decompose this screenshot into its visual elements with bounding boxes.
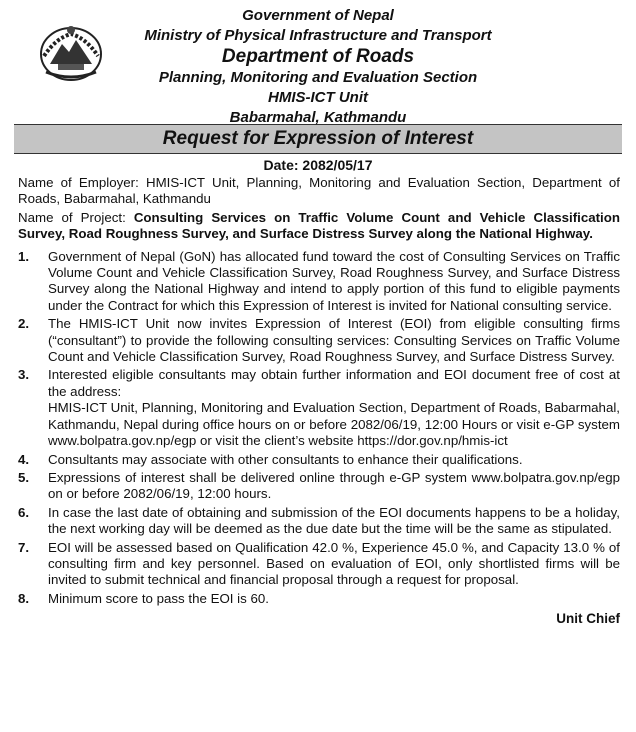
item-number: 1. [18,248,30,264]
unit-name: HMIS-ICT Unit [268,89,368,106]
employer-value: HMIS-ICT Unit, Planning, Monitoring and Evaluation Section, Department of Roads, Babarmahal, Kathmandu [18,175,620,207]
letterhead [0,0,636,124]
employer-line [18,175,620,208]
notice-body [0,175,636,607]
item-number: 5. [18,469,30,485]
item-number: 8. [18,590,30,606]
notice-date: Date: 2082/05/17 [263,157,373,173]
project-line [18,210,620,243]
section-name: Planning, Monitoring and Evaluation Section [158,69,478,86]
item-text: Interested eligible consultants may obtain further information and EOI document free of cost at the address: [48,367,620,399]
item-address: HMIS-ICT Unit, Planning, Monitoring and Evaluation Section, Department of Roads, Babarmahal, Kathmandu, Nepal during office hours on or before 2082/06/19, 12:00 Hours or visit e-GP system www.bolpatra.gov.np/egp or visit the client’s website https://dor.gov.np/hmis-ict [48,400,620,449]
project-value: Consulting Services on Traffic Volume Count and Vehicle Classification Survey, Road Roughness Survey, and Surface Distress Survey along the National Highway. [18,209,620,242]
office-location: Babarmahal, Kathmandu [229,109,407,126]
list-item [18,452,620,468]
list-item [18,505,620,538]
terms-list [18,249,620,608]
item-number: 3. [18,367,30,383]
item-text: Expressions of interest shall be delivered online through e-GP system www.bolpatra.gov.np/egp on or before 2082/06/19, 12:00 hours. [48,469,620,502]
list-item [18,470,620,503]
list-item [18,249,620,315]
item-text: Consultants may associate with other consultants to enhance their qualifications. [48,451,523,467]
item-text: The HMIS-ICT Unit now invites Expression of Interest (EOI) from eligible consulting firms (“consultant”) to provide the following consulting services: Consulting Services on Traffic Volume Count and Vehicle Classification Survey, Road Roughness Survey, and Surface Distress Survey. [48,316,620,365]
item-number: 6. [18,504,30,520]
department-name: Department of Roads [221,46,415,67]
nepal-emblem-icon [36,20,106,84]
list-item [18,540,620,589]
item-number: 2. [18,316,30,332]
project-label: Name of Project: [18,209,126,225]
notice-title: Request for Expression of Interest [14,124,622,154]
ministry-name: Ministry of Physical Infrastructure and Transport [144,27,492,44]
item-text: EOI will be assessed based on Qualification 42.0 %, Experience 45.0 %, and Capacity 13.0 % of consulting firm and key personnel. Based on evaluation of EOI, only shortlisted firms will be invited to submit technical and financial proposal through a request for proposal. [48,539,620,588]
item-number: 7. [18,539,30,555]
list-item [18,367,620,449]
item-text: Government of Nepal (GoN) has allocated fund toward the cost of Consulting Services on Traffic Volume Count and Vehicle Classification Survey, Road Roughness Survey, and Surface Distress Survey along the National Highway and intend to apply portion of this fund to eligible payments under the Contract for which this Expression of Interest is invited for National consulting service. [48,248,620,313]
signature: Unit Chief [556,611,620,627]
item-text: In case the last date of obtaining and submission of the EOI documents happens to be a holiday, the next working day will be deemed as the due date but the time will be the same as stipulated. [48,504,620,537]
government-name: Government of Nepal [242,7,394,24]
list-item [18,591,620,607]
item-number: 4. [18,451,30,467]
list-item [18,316,620,365]
item-text: Minimum score to pass the EOI is 60. [48,590,269,606]
employer-label: Name of Employer: [18,175,139,190]
